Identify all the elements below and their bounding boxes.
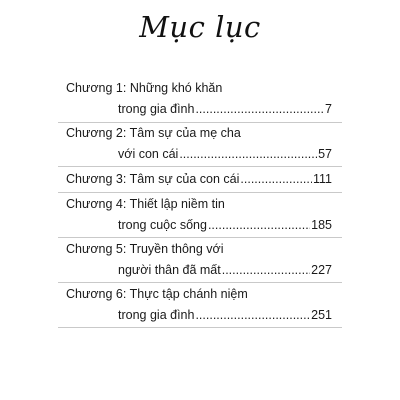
toc-entry-4-continuation [118,217,332,233]
divider [58,282,342,283]
chapter-title-line2: trong cuộc sống [118,218,207,232]
chapter-label: Chương 5: [66,242,127,256]
chapter-label: Chương 3: [66,172,127,186]
chapter-title-line2: trong gia đình [118,102,195,116]
page-number: 7 [325,102,332,116]
chapter-title-line1: Tâm sự của mẹ cha [129,126,241,140]
dot-leader [179,146,317,162]
chapter-title-line1: Thiết lập niềm tin [129,197,225,211]
divider [58,192,342,193]
chapter-title-line1: Truyền thông với [129,242,224,256]
toc-entry-6-heading [66,286,248,302]
page-number: 227 [311,263,332,277]
dot-leader [195,101,324,117]
dot-leader [240,171,312,187]
page-title: Mục lục [139,10,261,44]
chapter-label: Chương 2: [66,126,127,140]
page-number: 111 [312,172,332,186]
toc-entry-5-heading [66,241,224,257]
dot-leader [222,262,310,278]
divider [58,166,342,167]
chapter-label: Chương 6: [66,287,127,301]
chapter-title-line2: người thân đã mất [118,263,221,277]
chapter-label: Chương 4: [66,197,127,211]
chapter-title-line2: với con cái [118,147,179,161]
toc-entry-1-continuation [118,101,332,117]
chapter-title-line2: trong gia đình [118,308,195,322]
chapter-title-line1: Tâm sự của con cái [129,172,240,186]
chapter-label-and-title [66,171,239,187]
divider [58,327,342,328]
dot-leader [195,307,310,323]
divider [58,237,342,238]
divider [58,122,342,123]
page-number: 57 [318,147,332,161]
toc-entry-2-heading [66,125,241,141]
chapter-label: Chương 1: [66,81,127,95]
toc-entry-1-heading [66,80,222,96]
page-number: 251 [311,308,332,322]
page-number: 185 [311,218,332,232]
chapter-title-line1: Thực tập chánh niệm [129,287,248,301]
toc-entry-5-continuation [118,262,332,278]
toc-entry-4-heading [66,196,225,212]
dot-leader [208,217,310,233]
toc-entry-2-continuation [118,146,332,162]
chapter-title-line1: Những khó khăn [129,81,223,95]
toc-entry-6-continuation [118,307,332,323]
toc-entry-3-heading [66,171,332,187]
